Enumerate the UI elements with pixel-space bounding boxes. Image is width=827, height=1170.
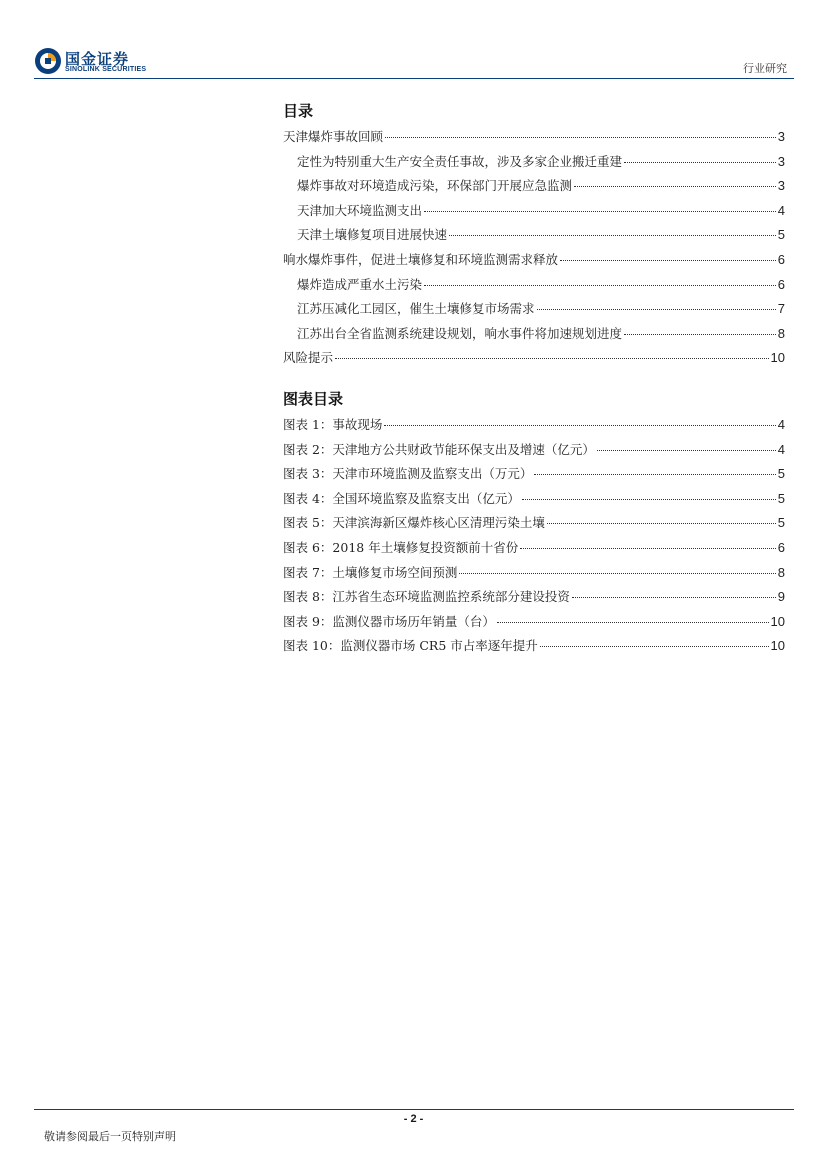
toc-entry[interactable] — [283, 347, 785, 372]
toc-title: 目录 — [283, 102, 314, 120]
figure-entry-text: 图表 4：全国环境监察及监察支出（亿元） — [283, 490, 520, 506]
logo-chinese-name: 国金证券 — [65, 50, 130, 68]
figures-toc-list — [283, 414, 785, 660]
dot-leader — [560, 246, 776, 261]
figure-entry-page: 9 — [777, 589, 785, 605]
dot-leader — [547, 509, 776, 524]
figure-entry[interactable] — [283, 635, 785, 660]
figure-entry-page: 5 — [777, 466, 785, 482]
dot-leader — [624, 320, 776, 335]
dot-leader — [497, 608, 769, 623]
page-number: - 2 - — [403, 1113, 424, 1125]
toc-entry-page: 3 — [777, 129, 785, 144]
figure-entry-text: 图表 7：土壤修复市场空间预测 — [283, 564, 458, 580]
dot-leader — [624, 148, 776, 163]
figure-entry-page: 10 — [770, 638, 785, 654]
toc-entry-page: 6 — [777, 251, 785, 267]
figure-entry-text: 图表 3：天津市环境监测及监察支出（万元） — [283, 466, 533, 482]
toc-entry-page: 8 — [777, 325, 785, 341]
dot-leader — [537, 295, 776, 310]
toc-entry-page: 3 — [777, 178, 785, 194]
toc-entry-text: 爆炸事故对环境造成污染，环保部门开展应急监测 — [297, 178, 573, 194]
figure-entry-text: 图表 1：事故现场 — [283, 416, 383, 432]
figure-entry-page: 8 — [777, 564, 785, 580]
toc-entry-text: 江苏出台全省监测系统建设规划，响水事件将加速规划进度 — [297, 325, 623, 341]
figure-entry-page: 4 — [777, 441, 785, 457]
toc-entry-text: 天津土壤修复项目进展快速 — [297, 227, 448, 243]
dot-leader — [335, 344, 769, 359]
logo-english-name: SINOLINK SECURITIES — [65, 66, 147, 73]
figure-entry-text: 图表 6：2018 年土壤修复投资额前十省份 — [283, 539, 519, 555]
toc-entry-page: 4 — [777, 202, 785, 218]
figure-entry-page: 6 — [777, 539, 785, 555]
header-divider — [34, 78, 794, 79]
figure-entry-text: 图表 5：天津滨海新区爆炸核心区清理污染土壤 — [283, 515, 545, 531]
report-category: 行业研究 — [743, 62, 787, 75]
figure-entry-text: 图表 9：监测仪器市场历年销量（台） — [283, 613, 495, 629]
toc-entry-page: 5 — [777, 227, 785, 243]
dot-leader — [459, 559, 775, 574]
toc-entry-text: 风险提示 — [283, 350, 334, 366]
dot-leader — [597, 436, 776, 451]
sinolink-logo — [34, 47, 154, 79]
figure-entry-page: 10 — [770, 613, 785, 629]
dot-leader — [385, 123, 776, 138]
toc-entry-page: 10 — [770, 350, 785, 366]
dot-leader — [574, 172, 776, 187]
toc-entry-page: 6 — [777, 276, 785, 292]
toc-entry-text: 江苏压减化工园区，催生土壤修复市场需求 — [297, 301, 535, 317]
dot-leader — [384, 411, 775, 426]
figure-entry-text: 图表 10：监测仪器市场 CR5 市占率逐年提升 — [283, 638, 538, 654]
dot-leader — [572, 583, 776, 598]
page-header — [0, 0, 827, 82]
toc-entry-text: 爆炸造成严重水土污染 — [297, 276, 423, 292]
dot-leader — [424, 271, 776, 286]
figure-entry-page: 5 — [777, 515, 785, 531]
sinolink-logo-icon — [34, 47, 62, 75]
table-of-contents-area — [283, 100, 785, 660]
toc-entry-text: 天津加大环境监测支出 — [297, 202, 423, 218]
toc-entry-text: 响水爆炸事件，促进土壤修复和环境监测需求释放 — [283, 251, 559, 267]
dot-leader — [424, 197, 776, 212]
figure-entry-text: 图表 2：天津地方公共财政节能环保支出及增速（亿元） — [283, 441, 595, 457]
toc-list — [283, 126, 785, 372]
figure-entry-page: 5 — [777, 490, 785, 506]
toc-entry-page: 7 — [777, 301, 785, 317]
figure-entry-page: 4 — [777, 416, 785, 432]
toc-entry-text: 天津爆炸事故回顾 — [283, 129, 384, 144]
dot-leader — [540, 632, 769, 647]
dot-leader — [449, 221, 776, 236]
toc-entry-text: 定性为特别重大生产安全责任事故，涉及多家企业搬迁重建 — [297, 153, 623, 169]
dot-leader — [534, 460, 775, 475]
figures-toc-title: 图表目录 — [283, 389, 344, 408]
footer-divider — [34, 1109, 794, 1110]
dot-leader — [522, 485, 776, 500]
figure-entry-text: 图表 8：江苏省生态环境监测监控系统部分建设投资 — [283, 589, 570, 605]
dot-leader — [520, 534, 776, 549]
toc-entry-page: 3 — [777, 153, 785, 169]
footer-disclaimer: 敬请参阅最后一页特别声明 — [44, 1130, 176, 1143]
